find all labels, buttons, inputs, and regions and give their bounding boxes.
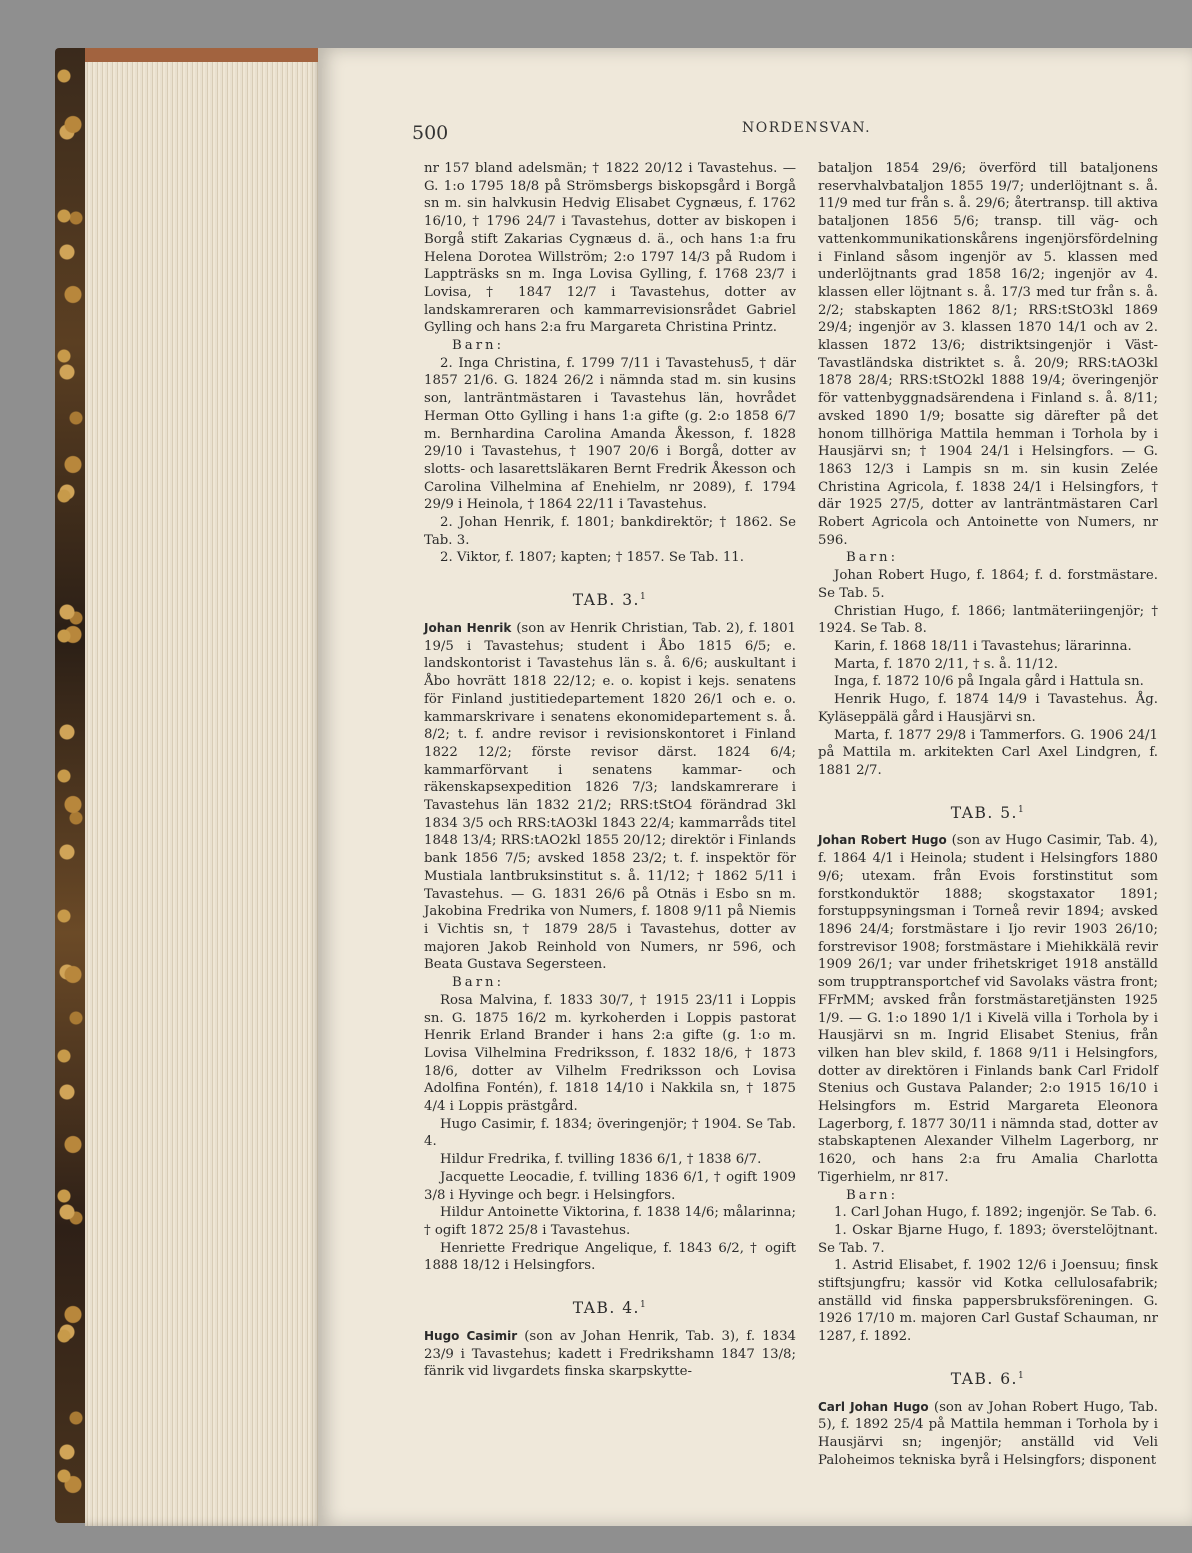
text-paragraph: Hildur Fredrika, f. tvilling 1836 6/1, † 1838 6/7.: [440, 1152, 762, 1168]
entry-name: Hugo Casimir: [424, 1328, 518, 1343]
left-column: [424, 160, 796, 1381]
entry-name: Johan Robert Hugo: [818, 833, 947, 848]
text-paragraph: Henriette Fredrique Angelique, f. 1843 6/2, † ogift 1888 18/12 i Helsingfors.: [424, 1240, 796, 1274]
footnote-marker: 1: [639, 592, 648, 603]
entry-name: Johan Henrik: [424, 621, 512, 636]
children-heading: Barn:: [452, 338, 505, 354]
text-paragraph: Marta, f. 1877 29/8 i Tammerfors. G. 1906 24/1 på Mattila m. arkitekten Carl Axel Lindgren, f. 1881 2/7.: [818, 727, 1158, 778]
text-paragraph: nr 157 bland adelsmän; † 1822 20/12 i Tavastehus. — G. 1:o 1795 18/8 på Strömsbergs biskopsgård i Borgå sn m. sin halvkusin Hedvig Elisabet Cygnæus, f. 1762 16/10, † 1796 24/7 i Tavastehus, dotter av biskopen i Borgå stift Zakarias Cygnæus d. ä., och hans 1:a fru Helena Dorotea Willström; 2:o 1797 14/3 på Rudom i Lappträsks sn m. Inga Lovisa Gylling, f. 1768 23/7 i Lovisa, † 1847 12/7 i Tavastehus, dotter av landskamreraren och kammarrevisionsrådet Gabriel Gylling och hans 2:a fru Margareta Christina Printz.: [424, 161, 796, 336]
entry-text: (son av Johan Robert Hugo, Tab. 5), f. 1892 25/4 på Mattila hemman i Torhola by i Hausjärvi sn; ingenjör; anställd vid Veli Paloheimos tekniska byrå i Helsingfors; disponent: [818, 1399, 1158, 1468]
entry-text: (son av Johan Henrik, Tab. 3), f. 1834 23/9 i Tavastehus; kadett i Fredrikshamn 1847 13/8; fänrik vid livgardets finska skarpskytte-: [424, 1328, 796, 1380]
children-heading: Barn:: [452, 975, 505, 991]
entry-text: (son av Hugo Casimir, Tab. 4), f. 1864 4/1 i Heinola; student i Helsingfors 1880 9/6; utexam. från Evois forstinstitut som forstkonduktör 1888; skogstaxator 1891; forstuppsyningsman i Torneå revir 1894; avsked 1896 24/4; forstmästare i Ijo revir 1903 26/10; forstrevisor 1908; forstmästare i Miehikkälä revir 1909 26/1; var under frihetskriget 1918 anställd som trupptransportchef vid Savolaks västra front; FFrMM; avsked från forstmästaretjänsten 1925 1/9. — G. 1:o 1890 1/1 i Kivelä villa i Torhola by i Hausjärvi sn m. Ingrid Elisabet Stenius, från vilken han blev skild, f. 1868 9/11 i Helsingfors, dotter av direktören i Finlands bank Carl Fridolf Stenius och Gustava Palander; 2:o 1915 16/10 i Helsingfors m. Estrid Margareta Eleonora Lagerborg, f. 1877 30/11 i nämnda stad, dotter av stabskaptenen Alexander Vilhelm Lagerborg, nr 1620, och hans 2:a fru Amalia Charlotta Tigerhielm, nr 817.: [818, 833, 1158, 1185]
table-heading-text: TAB. 4.: [572, 1299, 640, 1318]
text-paragraph: Hildur Antoinette Viktorina, f. 1838 14/6; målarinna; † ogift 1872 25/8 i Tavastehus.: [424, 1205, 796, 1238]
text-paragraph: Rosa Malvina, f. 1833 30/7, † 1915 23/11 i Loppis sn. G. 1875 16/2 m. kyrkoherden i Loppis pastorat Henrik Erland Brander i hans 2:a gifte (g. 1:o m. Lovisa Vilhelmina Fredriksson, f. 1832 18/6, † 1873 18/6, dotter av Vilhelm Fredriksson och Lovisa Adolfina Fontén), f. 1818 14/10 i Nakkila sn, † 1875 4/4 i Loppis prästgård.: [424, 992, 796, 1115]
table-heading: [424, 589, 796, 610]
entry-paragraph: [424, 1328, 796, 1381]
table-heading: [818, 1368, 1158, 1389]
book-cover: [55, 48, 85, 1523]
footnote-marker: 1: [1017, 1370, 1026, 1381]
table-heading-text: TAB. 6.: [950, 1370, 1018, 1389]
text-paragraph: Johan Robert Hugo, f. 1864; f. d. forstmästare. Se Tab. 5.: [818, 568, 1158, 601]
entry-paragraph: [424, 620, 796, 974]
table-heading: [818, 802, 1158, 823]
text-paragraph: 1. Astrid Elisabet, f. 1902 12/6 i Joensuu; finsk stiftsjungfru; kassör vid Kotka cellulosafabrik; anställd vid finska pappersbruksföreningen. G. 1926 17/10 m. majoren Carl Gustaf Schauman, nr 1287, f. 1892.: [818, 1258, 1158, 1345]
table-heading-text: TAB. 5.: [950, 803, 1018, 822]
entry-paragraph: [818, 832, 1158, 1186]
text-paragraph: Hugo Casimir, f. 1834; överingenjör; † 1904. Se Tab. 4.: [424, 1116, 796, 1150]
children-heading: Barn:: [846, 1187, 899, 1203]
page-edges: [85, 48, 325, 1526]
right-column: [818, 160, 1158, 1470]
text-paragraph: 1. Carl Johan Hugo, f. 1892; ingenjör. Se Tab. 6.: [834, 1205, 1157, 1221]
table-heading: [424, 1297, 796, 1318]
entry-text: (son av Henrik Christian, Tab. 2), f. 1801 19/5 i Tavastehus; student i Åbo 1815 6/5; e. landskontorist i Tavastehus län s. å. 6/6; auskultant i Åbo hovrätt 1818 22/12; e. o. kopist i kejs. senatens för Finland justitiedepartement 1820 26/1 och e. o. kammarskrivare i senatens ekonomidepartement s. å. 8/2; t. f. andre revisor i revisionskontoret i Finland 1822 12/2; förste revisor därst. 1824 6/4; kammarförvant i senatens kammar- och räkenskapsexpedition 1826 7/3; landskamrerare i Tavastehus län 1832 21/2; RRS:tStO4 förändrad 3kl 1834 3/5 och RRS:tAO3kl 1843 22/4; kammarråds titel 1848 13/4; RRS:tAO2kl 1855 20/12; direktör i Finlands bank 1856 7/5; avsked 1858 23/2; t. f. inspektör för Mustiala lantbruksinstitut s. å. 11/12; † 1862 5/11 i Tavastehus. — G. 1831 26/6 på Otnäs i Esbo sn m. Jakobina Fredrika von Numers, f. 1808 9/11 på Niemis i Vichtis sn, † 1879 28/5 i Tavastehus, dotter av majoren Jakob Reinhold von Numers, nr 596, och Beata Gustava Segersteen.: [424, 621, 797, 973]
text-paragraph: Karin, f. 1868 18/11 i Tavastehus; lärarinna.: [834, 638, 1132, 654]
text-paragraph: 2. Johan Henrik, f. 1801; bankdirektör; † 1862. Se Tab. 3.: [424, 515, 796, 548]
text-paragraph: Marta, f. 1870 2/11, † s. å. 11/12.: [834, 656, 1058, 672]
footnote-marker: 1: [1017, 804, 1026, 815]
children-heading: Barn:: [846, 550, 899, 566]
text-paragraph: Jacquette Leocadie, f. tvilling 1836 6/1, † ogift 1909 3/8 i Hyvinge och begr. i Helsingfors.: [424, 1169, 796, 1203]
text-paragraph: Christian Hugo, f. 1866; lantmäteriingenjör; † 1924. Se Tab. 8.: [818, 603, 1158, 637]
page-number: 500: [412, 122, 449, 144]
text-paragraph: Henrik Hugo, f. 1874 14/9 i Tavastehus. Åg. Kyläseppälä gård i Hausjärvi sn.: [818, 692, 1158, 725]
entry-name: Carl Johan Hugo: [818, 1399, 929, 1414]
text-paragraph: Inga, f. 1872 10/6 på Ingala gård i Hattula sn.: [834, 674, 1144, 690]
text-paragraph: 2. Inga Christina, f. 1799 7/11 i Tavastehus5, † där 1857 21/6. G. 1824 26/2 i nämnda stad m. sin kusins son, lanträntmästaren i Tavastehus län, hovrådet Herman Otto Gylling i hans 1:a gifte (g. 2:o 1858 6/7 m. Bernhardina Carolina Amanda Åkesson, f. 1828 29/10 i Tavastehus, † 1907 20/6 i Borgå, dotter av slotts- och lasarettsläkaren Bernt Fredrik Åkesson och Carolina Vilhelmina af Enehielm, nr 2089), f. 1794 29/9 i Heinola, † 1864 22/11 i Tavastehus.: [424, 355, 796, 513]
text-paragraph: 2. Viktor, f. 1807; kapten; † 1857. Se Tab. 11.: [440, 550, 744, 566]
table-heading-text: TAB. 3.: [572, 591, 640, 610]
page-header: [412, 118, 1152, 144]
text-paragraph: 1. Oskar Bjarne Hugo, f. 1893; överstelöjtnant. Se Tab. 7.: [818, 1222, 1158, 1256]
footnote-marker: 1: [639, 1300, 648, 1311]
entry-paragraph: [818, 1399, 1158, 1470]
running-head: NORDENSVAN.: [742, 120, 872, 136]
text-paragraph: bataljon 1854 29/6; överförd till bataljonens reservhalvbataljon 1855 19/7; underlöjtnant s. å. 11/9 med tur från s. å. 29/6; återtransp. till aktiva bataljonen 1856 5/6; transp. till väg- och vattenkommunikationskårens ingenjörsfördelning i Finland såsom ingenjör av 5. klassen med underlöjtnants grad 1858 16/2; ingenjör av 4. klassen eller löjtnant s. å. 17/3 med tur från s. å. 2/2; stabskapten 1862 8/1; RRS:tStO3kl 1869 29/4; ingenjör av 3. klassen 1870 14/1 och av 2. klassen 1872 13/6; distriktsingenjör i Väst-Tavastländska distriktet s. å. 20/9; RRS:tAO3kl 1878 28/4; RRS:tStO2kl 1888 19/4; överingenjör för vattenbyggnadsärendena i Finland s. å. 8/11; avsked 1890 1/9; bosatte sig därefter på det honom tillhöriga Mattila hemman i Torhola by i Hausjärvi sn; † 1904 24/1 i Helsingfors. — G. 1863 12/3 i Lampis sn m. sin kusin Zelée Christina Agricola, f. 1838 24/1 i Helsingfors, † där 1925 27/5, dotter av lanträntmästaren Carl Robert Agricola och Antoinette von Numers, nr 596.: [818, 161, 1158, 548]
